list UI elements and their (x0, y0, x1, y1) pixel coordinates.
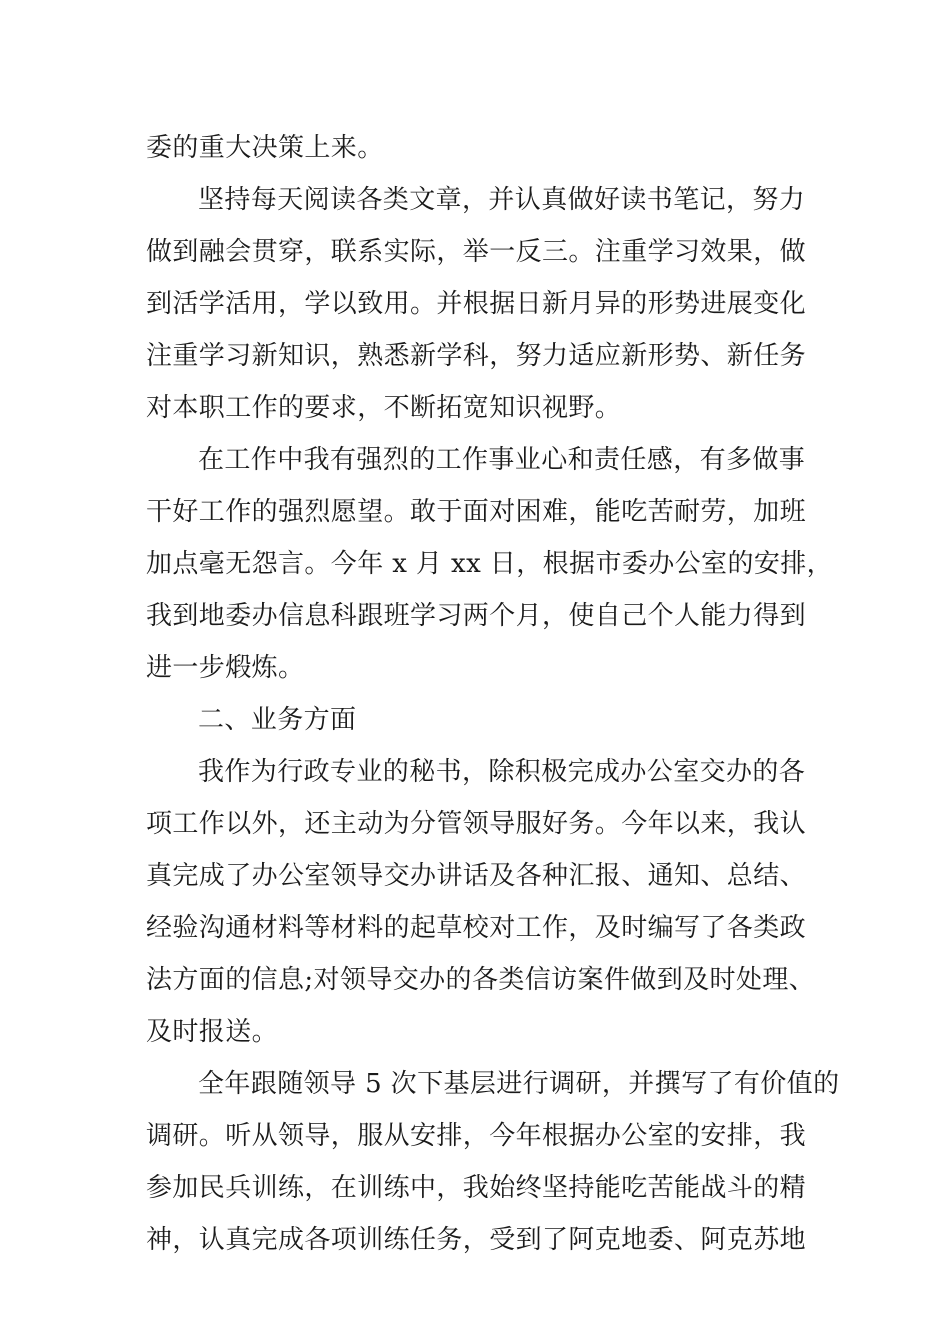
section-heading-text: 二、业务方面 (198, 705, 357, 735)
paragraph-4 (146, 746, 816, 1058)
text-line: 我到地委办信息科跟班学习两个月，使自己个人能力得到 (146, 601, 807, 631)
text-line: 坚持每天阅读各类文章，并认真做好读书笔记，努力 (198, 185, 806, 215)
text-line: 经验沟通材料等材料的起草校对工作，及时编写了各类政 (146, 913, 807, 943)
text-line: 神，认真完成各项训练任务，受到了阿克地委、阿克苏地 (146, 1225, 807, 1255)
text-line: 到活学活用，学以致用。并根据日新月异的形势进展变化 (146, 289, 807, 319)
text-line: 全年跟随领导 5 次下基层进行调研，并撰写了有价值的 (198, 1069, 840, 1099)
text-line: 在工作中我有强烈的工作事业心和责任感，有多做事 (198, 445, 806, 475)
text-line: 参加民兵训练，在训练中，我始终坚持能吃苦能战斗的精 (146, 1173, 807, 1203)
paragraph-0 (146, 122, 806, 174)
document-page (146, 122, 840, 1266)
paragraph-5 (146, 1058, 840, 1266)
text-line: 委的重大决策上来。 (146, 133, 384, 163)
text-line: 干好工作的强烈愿望。敢于面对困难，能吃苦耐劳，加班 (146, 497, 807, 527)
section-heading (146, 694, 806, 746)
text-line: 法方面的信息;对领导交办的各类信访案件做到及时处理、 (146, 965, 816, 995)
paragraph-2 (146, 434, 834, 694)
text-line: 对本职工作的要求，不断拓宽知识视野。 (146, 393, 622, 423)
text-line: 真完成了办公室领导交办讲话及各种汇报、通知、总结、 (146, 861, 807, 891)
text-line: 进一步煅炼。 (146, 653, 305, 683)
paragraph-1 (146, 174, 806, 434)
text-line: 做到融会贯穿，联系实际，举一反三。注重学习效果，做 (146, 237, 807, 267)
text-line: 我作为行政专业的秘书，除积极完成办公室交办的各 (198, 757, 806, 787)
text-line: 及时报送。 (146, 1017, 279, 1047)
text-line: 注重学习新知识，熟悉新学科，努力适应新形势、新任务 (146, 341, 807, 371)
text-line: 调研。听从领导，服从安排，今年根据办公室的安排，我 (146, 1121, 807, 1151)
text-line: 加点毫无怨言。今年 x 月 xx 日，根据市委办公室的安排， (146, 549, 834, 579)
text-line: 项工作以外，还主动为分管领导服好务。今年以来，我认 (146, 809, 807, 839)
